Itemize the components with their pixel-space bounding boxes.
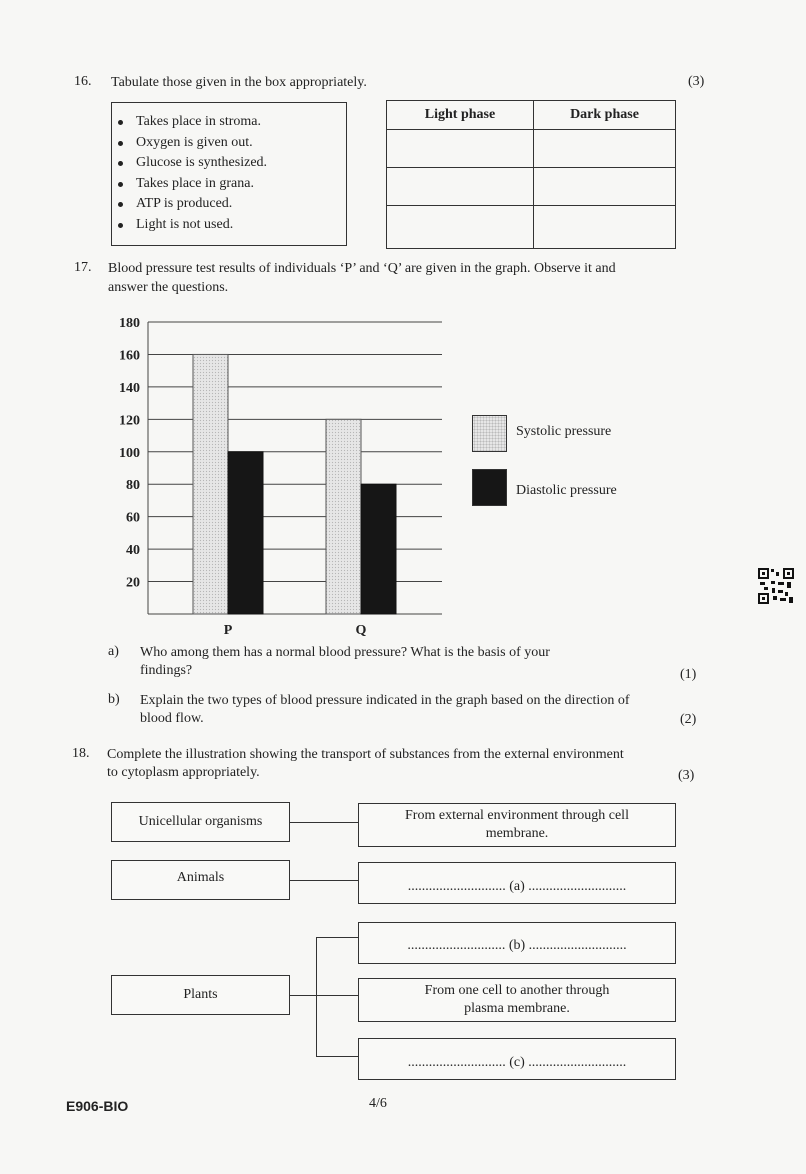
y-tick-label: 180 [119,316,140,331]
y-tick-label: 20 [126,575,140,591]
plants-transport-blank-b[interactable]: ............................ (b) ............................ [358,922,676,964]
bar-systolic-P [193,354,228,614]
table-cell[interactable] [387,130,534,168]
question-18-text-line2: to cytoplasm appropriately. [107,765,260,780]
x-tick-label-P: P [223,623,233,638]
q17b-label: b) [108,692,120,707]
question-18-number: 18. [72,746,90,761]
plants-transport-box: From one cell to another through plasma membrane. [358,978,676,1022]
bar-systolic-Q [326,419,361,614]
y-tick-label: 100 [119,445,140,461]
q17a-marks: (1) [680,667,697,682]
connector-line [290,880,358,881]
legend-swatch-systolic [472,415,507,452]
connector-line [316,937,317,1056]
q16-statement-box [111,102,347,246]
question-17-text-line1: Blood pressure test results of individuals ‘P’ and ‘Q’ are given in the graph. Observe it and [108,261,616,276]
q16-item: ATP is produced. [112,194,346,215]
animals-box: Animals [111,860,290,900]
question-16-number: 16. [74,74,92,89]
question-18-marks: (3) [678,768,695,783]
q16-phase-table [386,100,676,249]
unicellular-organisms-box: Unicellular organisms [111,802,290,842]
connector-line [316,937,358,938]
plants-box: Plants [111,975,290,1015]
connector-line [290,822,358,823]
unicellular-transport-box: From external environment through cell membrane. [358,803,676,847]
bar-diastolic-Q [361,484,396,614]
dark-phase-header: Dark phase [534,101,676,130]
plants-transport-blank-c[interactable]: ............................ (c) ............................ [358,1038,676,1080]
qr-code-icon [758,568,794,604]
y-tick-label: 80 [126,478,140,494]
connector-line [290,995,358,996]
q16-item: Takes place in grana. [112,174,346,195]
table-cell[interactable] [387,206,534,249]
legend-label-diastolic: Diastolic pressure [516,483,617,498]
table-cell[interactable] [387,168,534,206]
question-18-text-line1: Complete the illustration showing the transport of substances from the external environment [107,747,624,762]
legend-label-systolic: Systolic pressure [516,424,612,439]
q16-item: Oxygen is given out. [112,133,346,154]
question-16-marks: (3) [688,74,705,89]
q17b-text-line2: blood flow. [140,711,204,726]
y-tick-label: 120 [119,413,140,429]
connector-line [316,1056,358,1057]
bar-diastolic-P [228,452,263,614]
animals-transport-blank[interactable]: ............................ (a) ............................ [358,862,676,904]
q17a-text-line2: findings? [140,663,193,678]
question-17-number: 17. [74,260,92,275]
q17a-text-line1: Who among them has a normal blood pressure? What is the basis of your [140,645,550,660]
q17b-text-line1: Explain the two types of blood pressure indicated in the graph based on the direction of [140,693,630,708]
table-cell[interactable] [534,130,676,168]
table-cell[interactable] [534,168,676,206]
x-tick-label-Q: Q [355,623,367,638]
question-16-text: Tabulate those given in the box appropriately. [111,75,367,90]
q16-item: Light is not used. [112,215,346,236]
q16-item: Takes place in stroma. [112,112,346,133]
y-tick-label: 140 [119,380,140,396]
table-cell[interactable] [534,206,676,249]
q16-item: Glucose is synthesized. [112,153,346,174]
light-phase-header: Light phase [387,101,534,130]
y-tick-label: 40 [126,543,140,559]
page-number: 4/6 [369,1096,387,1111]
y-tick-label: 160 [119,348,140,364]
q17a-label: a) [108,644,119,659]
y-tick-label: 60 [126,510,140,526]
legend-swatch-diastolic [472,469,507,506]
paper-code: E906-BIO [66,1098,129,1114]
question-17-text-line2: answer the questions. [108,280,229,295]
q17b-marks: (2) [680,712,697,727]
